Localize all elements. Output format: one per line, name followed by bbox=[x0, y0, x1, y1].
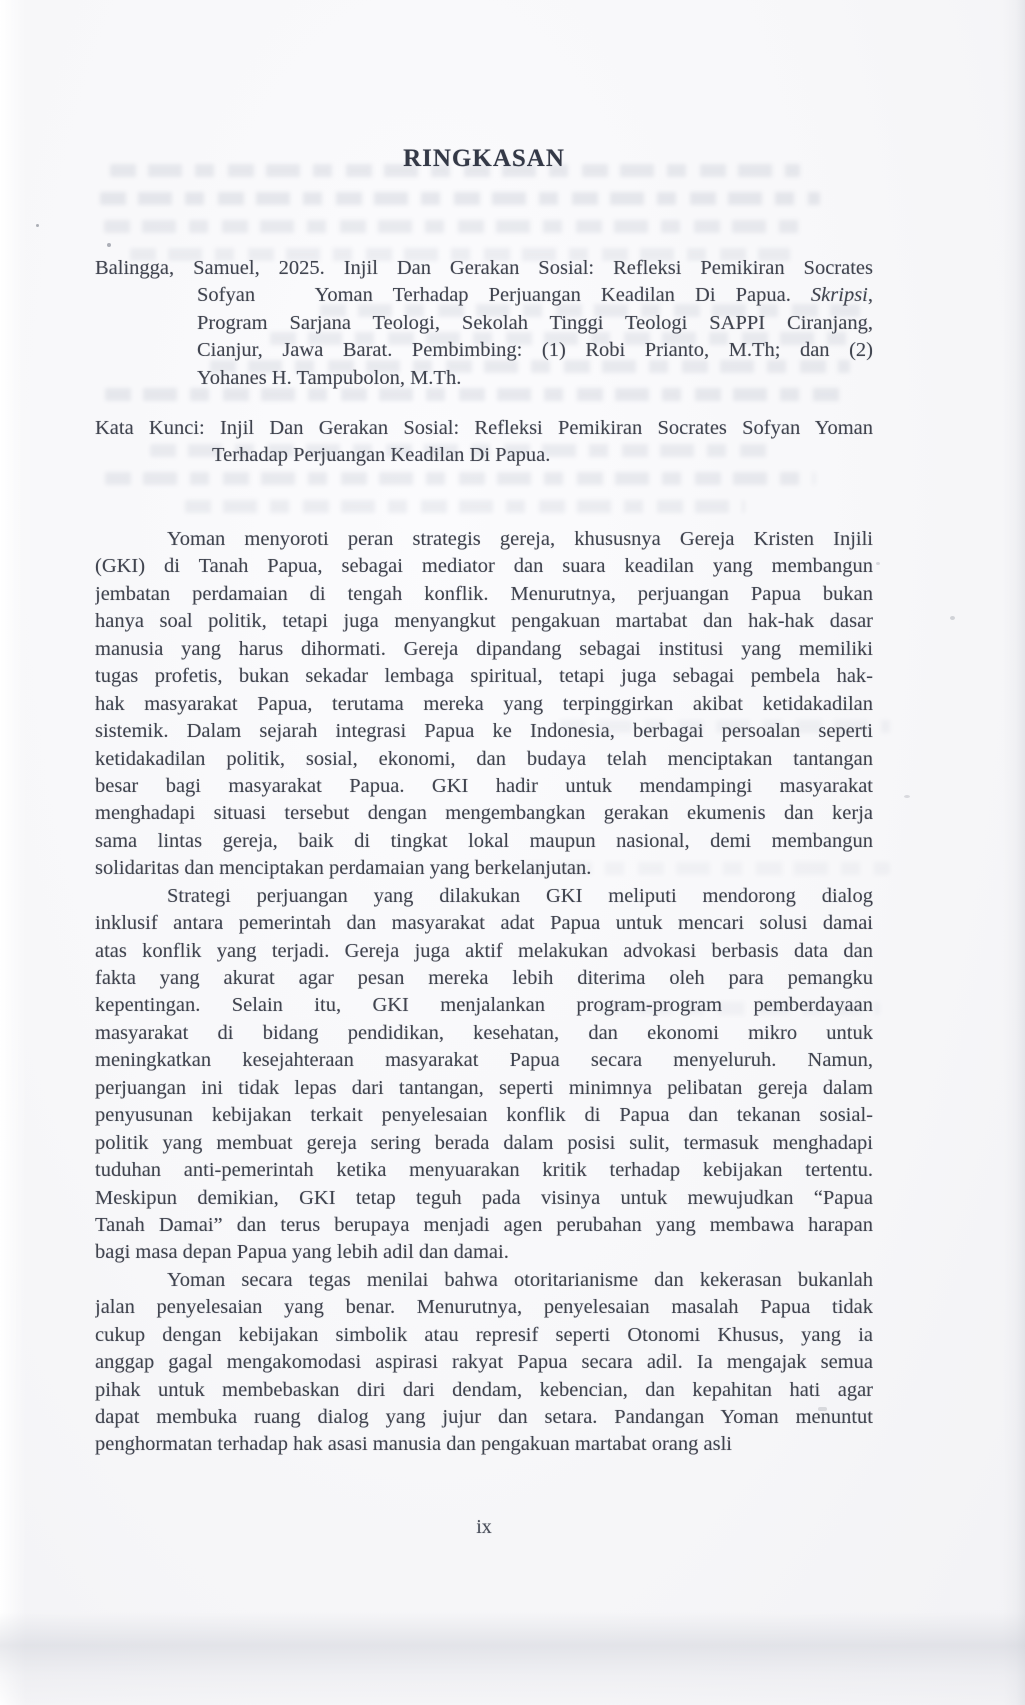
text-line: cukup dengan kebijakan simbolik atau represif seperti Otonomi Khusus, yang ia bbox=[95, 1323, 873, 1346]
text-line: hak masyarakat Papua, terutama mereka yang terpinggirkan akibat ketidakadilan bbox=[95, 692, 873, 715]
scan-speck bbox=[876, 562, 880, 565]
text-line: jembatan perdamaian di tengah konflik. Menurutnya, perjuangan Papua bukan bbox=[95, 582, 873, 605]
text-line: jalan penyelesaian yang benar. Menurutnya, penyelesaian masalah Papua tidak bbox=[95, 1296, 873, 1319]
paragraph-2 bbox=[95, 883, 873, 1267]
scan-speck bbox=[818, 1407, 827, 1411]
text-line: Cianjur, Jawa Barat. Pembimbing: (1) Robi Prianto, M.Th; dan (2) bbox=[197, 339, 873, 362]
scan-speck bbox=[950, 616, 955, 620]
scan-speck bbox=[36, 224, 39, 227]
text-line: Meskipun demikian, GKI tetap teguh pada visinya untuk mewujudkan “Papua bbox=[95, 1186, 873, 1209]
text-line: manusia yang harus dihormati. Gereja dipandang sebagai institusi yang memiliki bbox=[95, 637, 873, 660]
text-line: menghadapi situasi tersebut dengan mengembangkan gerakan ekumenis dan kerja bbox=[95, 802, 873, 825]
text-line: hanya soal politik, tetapi juga menyangkut pengakuan martabat dan hak-hak dasar bbox=[95, 610, 873, 633]
text-line: Tanah Damai” dan terus berupaya menjadi agen perubahan yang membawa harapan bbox=[95, 1213, 873, 1236]
citation-block bbox=[95, 255, 873, 392]
text-line: kepentingan. Selain itu, GKI menjalankan program-program pemberdayaan bbox=[95, 994, 873, 1017]
text-line: besar bagi masyarakat Papua. GKI hadir untuk mendampingi masyarakat bbox=[95, 774, 873, 797]
abstract-body bbox=[95, 526, 873, 1459]
text-line: tugas profetis, bukan sekadar lembaga spiritual, tetapi juga sebagai pembela hak- bbox=[95, 665, 873, 688]
bleedthrough-line bbox=[104, 220, 804, 233]
text-line: perjuangan ini tidak lepas dari tantangan, seperti minimnya pelibatan gereja dalam bbox=[95, 1076, 873, 1099]
paragraph-3 bbox=[95, 1267, 873, 1459]
scan-speck bbox=[107, 243, 111, 247]
scan-speck bbox=[904, 795, 910, 798]
scan-shadow-band bbox=[0, 1612, 1025, 1705]
text-line: Yohanes H. Tampubolon, M.Th. bbox=[197, 366, 462, 389]
text-line: Program Sarjana Teologi, Sekolah Tinggi Teologi SAPPI Ciranjang, bbox=[197, 311, 873, 334]
bleedthrough-line bbox=[100, 192, 820, 205]
bleedthrough-line bbox=[105, 472, 815, 485]
text-line: anggap gagal mengakomodasi aspirasi rakyat Papua secara adil. Ia mengajak semua bbox=[95, 1351, 873, 1374]
text-line: Strategi perjuangan yang dilakukan GKI meliputi mendorong dialog bbox=[167, 884, 873, 907]
text-line: masyarakat di bidang pendidikan, kesehatan, dan ekonomi mikro untuk bbox=[95, 1021, 873, 1044]
text-line: politik yang membuat gereja sering berada dalam posisi sulit, termasuk menghadapi bbox=[95, 1131, 873, 1154]
text-line: sama lintas gereja, baik di tingkat lokal maupun nasional, demi membangun bbox=[95, 829, 873, 852]
bleedthrough-line bbox=[185, 500, 745, 513]
text-line: dapat membuka ruang dialog yang jujur dan setara. Pandangan Yoman menuntut bbox=[95, 1406, 873, 1428]
text-line: Yoman menyoroti peran strategis gereja, khususnya Gereja Kristen Injili bbox=[167, 528, 873, 550]
text-line: atas konflik yang terjadi. Gereja juga aktif melakukan advokasi berbasis data dan bbox=[95, 939, 873, 962]
text-line: inklusif antara pemerintah dan masyarakat adat Papua untuk mencari solusi damai bbox=[95, 912, 873, 935]
keywords-block bbox=[95, 415, 873, 470]
text-line: pihak untuk membebaskan diri dari dendam, kebencian, dan kepahitan hati agar bbox=[95, 1378, 873, 1401]
text-line: fakta yang akurat agar pesan mereka lebih diterima oleh para pemangku bbox=[95, 967, 873, 989]
text-line: penghormatan terhadap hak asasi manusia dan pengakuan martabat orang asli bbox=[95, 1433, 732, 1456]
text-line: meningkatkan kesejahteraan masyarakat Papua secara menyeluruh. Namun, bbox=[95, 1049, 873, 1072]
text-line: sistemik. Dalam sejarah integrasi Papua ke Indonesia, berbagai persoalan seperti bbox=[95, 720, 873, 743]
page-number: ix bbox=[476, 1516, 492, 1538]
text-line: Terhadap Perjuangan Keadilan Di Papua. bbox=[212, 444, 551, 467]
text-line: bagi masa depan Papua yang lebih adil dan damai. bbox=[95, 1241, 509, 1264]
text-line: Sofyan Yoman Terhadap Perjuangan Keadilan Di Papua. Skripsi, bbox=[197, 284, 873, 307]
text-line: Yoman secara tegas menilai bahwa otoritarianisme dan kekerasan bukanlah bbox=[167, 1268, 873, 1291]
page-title: RINGKASAN bbox=[403, 145, 565, 172]
text-line: (GKI) di Tanah Papua, sebagai mediator dan suara keadilan yang membangun bbox=[95, 555, 873, 578]
paragraph-1 bbox=[95, 526, 873, 883]
text-line: Kata Kunci: Injil Dan Gerakan Sosial: Refleksi Pemikiran Socrates Sofyan Yoman bbox=[95, 417, 873, 439]
text-line: tuduhan anti-pemerintah ketika menyuarakan kritik terhadap kebijakan tertentu. bbox=[95, 1159, 873, 1182]
text-line: solidaritas dan menciptakan perdamaian yang berkelanjutan. bbox=[95, 857, 592, 880]
text-line: Balingga, Samuel, 2025. Injil Dan Gerakan Sosial: Refleksi Pemikiran Socrates bbox=[95, 257, 873, 279]
text-line: penyusunan kebijakan terkait penyelesaian konflik di Papua dan tekanan sosial- bbox=[95, 1104, 873, 1127]
text-line: ketidakadilan politik, sosial, ekonomi, dan budaya telah menciptakan tantangan bbox=[95, 747, 873, 770]
